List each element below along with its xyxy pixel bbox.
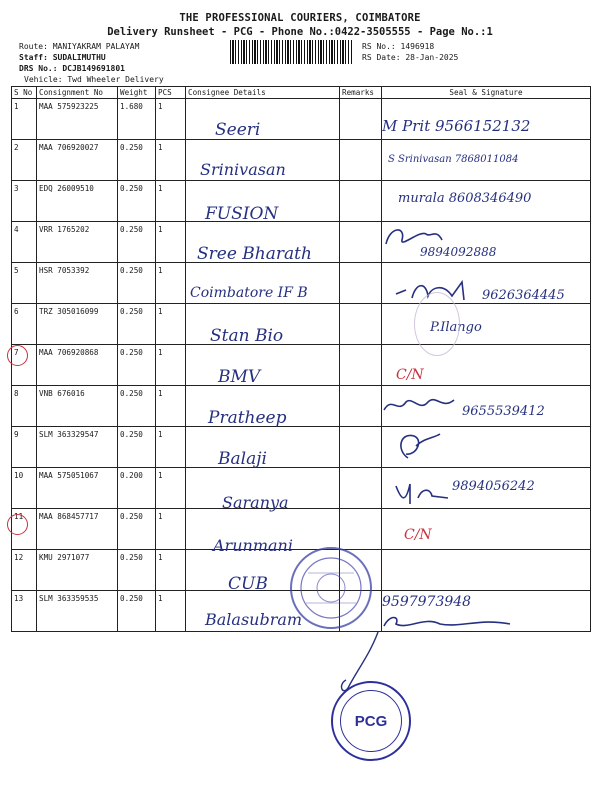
consignee-hand-6: Stan Bio — [210, 326, 284, 346]
consignment-cell: EDQ 26009510 — [37, 181, 118, 222]
company-name: THE PROFESSIONAL COURIERS, COIMBATORE — [179, 12, 421, 24]
consignee-cell — [186, 99, 340, 140]
signature-scribble-10 — [392, 478, 462, 512]
pcs-cell: 1 — [156, 386, 186, 427]
weight-cell: 0.250 — [118, 550, 156, 591]
weight-cell: 0.250 — [118, 140, 156, 181]
signature-cell — [382, 550, 591, 591]
remarks-cell — [340, 181, 382, 222]
col-pcs: PCS — [156, 87, 186, 99]
weight-cell: 0.250 — [118, 591, 156, 632]
signature-hand-6: P.Ilango — [430, 320, 482, 335]
signature-scribble-8 — [380, 392, 470, 422]
col-consignment: Consignment No — [37, 87, 118, 99]
sno-cell: 4 — [12, 222, 37, 263]
table-row — [12, 345, 591, 386]
remarks-cell — [340, 304, 382, 345]
weight-cell: 0.250 — [118, 386, 156, 427]
remarks-cell — [340, 140, 382, 181]
table-row — [12, 304, 591, 345]
consignment-cell: MAA 868457717 — [37, 509, 118, 550]
pcs-cell: 1 — [156, 468, 186, 509]
signature-hand-5: 9626364445 — [482, 288, 565, 303]
pcs-cell: 1 — [156, 99, 186, 140]
sno-cell: 7 — [12, 345, 37, 386]
signature-hand-10: 9894056242 — [452, 479, 535, 494]
pcs-cell: 1 — [156, 427, 186, 468]
consignee-hand-13: Balasubram — [205, 610, 303, 629]
consignee-hand-9: Balaji — [218, 449, 267, 469]
sno-cell: 8 — [12, 386, 37, 427]
consignment-cell: VNB 676016 — [37, 386, 118, 427]
pcg-stamp-label: PCG — [340, 690, 402, 752]
consignee-hand-7: BMV — [218, 367, 261, 387]
consignment-cell: VRR 1765202 — [37, 222, 118, 263]
consignment-cell: SLM 363329547 — [37, 427, 118, 468]
barcode — [230, 40, 352, 64]
sno-cell: 12 — [12, 550, 37, 591]
table-row — [12, 427, 591, 468]
remarks-cell — [340, 386, 382, 427]
sno-cell: 6 — [12, 304, 37, 345]
signature-hand-8: 9655539412 — [462, 404, 545, 419]
remarks-cell — [340, 263, 382, 304]
rs-number: RS No.: 1496918 — [362, 42, 435, 51]
pcs-cell: 1 — [156, 222, 186, 263]
remarks-cell — [340, 222, 382, 263]
company-seal — [288, 545, 374, 631]
sno-cell: 3 — [12, 181, 37, 222]
signature-hand-2: S Srinivasan 7868011084 — [388, 154, 519, 165]
col-sno: S No — [12, 87, 37, 99]
staff-label: Staff: SUDALIMUTHU — [19, 53, 106, 62]
sno-cell: 10 — [12, 468, 37, 509]
pcs-cell: 1 — [156, 591, 186, 632]
weight-cell: 0.250 — [118, 509, 156, 550]
signature-hand-1: M Prit 9566152132 — [382, 117, 531, 135]
consignee-hand-1: Seeri — [215, 120, 261, 140]
consignee-hand-12: CUB — [228, 574, 268, 594]
pcs-cell: 1 — [156, 509, 186, 550]
pcs-cell: 1 — [156, 140, 186, 181]
sno-cell: 2 — [12, 140, 37, 181]
weight-cell: 0.250 — [118, 427, 156, 468]
signature-scribble-13 — [380, 610, 530, 636]
consignment-cell: HSR 7053392 — [37, 263, 118, 304]
pcs-cell: 1 — [156, 181, 186, 222]
weight-cell: 1.680 — [118, 99, 156, 140]
weight-cell: 0.250 — [118, 304, 156, 345]
remarks-cell — [340, 468, 382, 509]
sno-cell: 9 — [12, 427, 37, 468]
consignee-hand-11: Arunmani — [213, 536, 293, 555]
sno-cell: 1 — [12, 99, 37, 140]
signature-hand-4: 9894092888 — [420, 245, 497, 259]
col-weight: Weight — [118, 87, 156, 99]
col-consignee: Consignee Details — [186, 87, 340, 99]
consignee-hand-4: Sree Bharath — [197, 244, 312, 264]
rs-date: RS Date: 28-Jan-2025 — [362, 53, 459, 62]
consignment-cell: MAA 706920027 — [37, 140, 118, 181]
route-label: Route: MANIYAKRAM PALAYAM — [19, 42, 140, 51]
drs-number: DRS No.: DCJB149691801 — [19, 64, 125, 73]
weight-cell: 0.250 — [118, 345, 156, 386]
pcs-cell: 1 — [156, 550, 186, 591]
sno-cell: 11 — [12, 509, 37, 550]
table-row — [12, 509, 591, 550]
pcg-stamp — [331, 681, 411, 761]
consignment-cell: MAA 575923225 — [37, 99, 118, 140]
consignee-hand-3: FUSION — [205, 204, 279, 224]
remarks-cell — [340, 99, 382, 140]
consignment-cell: MAA 706920868 — [37, 345, 118, 386]
pcs-cell: 1 — [156, 304, 186, 345]
signature-cell — [382, 304, 591, 345]
seal-stamp-faint — [414, 292, 460, 356]
signature-scribble-9 — [394, 428, 454, 466]
sno-cell: 5 — [12, 263, 37, 304]
signature-hand-3: murala 8608346490 — [398, 191, 532, 206]
weight-cell: 0.250 — [118, 263, 156, 304]
remarks-cell — [340, 427, 382, 468]
signature-hand-7: C/N — [396, 367, 424, 383]
weight-cell: 0.200 — [118, 468, 156, 509]
consignee-hand-5: Coimbatore IF B — [190, 285, 308, 301]
consignment-cell: KMU 2971077 — [37, 550, 118, 591]
consignment-cell: SLM 363359535 — [37, 591, 118, 632]
pcs-cell: 1 — [156, 345, 186, 386]
remarks-cell — [340, 509, 382, 550]
signature-hand-13: 9597973948 — [382, 594, 472, 610]
col-remarks: Remarks — [340, 87, 382, 99]
consignee-cell — [186, 345, 340, 386]
consignee-hand-10: Saranya — [222, 493, 289, 512]
col-signature: Seal & Signature — [382, 87, 591, 99]
consignee-hand-2: Srinivasan — [200, 160, 286, 179]
vehicle-label: Vehicle: Twd Wheeler Delivery — [24, 75, 164, 84]
pcs-cell: 1 — [156, 263, 186, 304]
highlight-circle-row-7 — [7, 345, 28, 366]
consignment-cell: MAA 575051067 — [37, 468, 118, 509]
weight-cell: 0.250 — [118, 222, 156, 263]
sno-cell: 13 — [12, 591, 37, 632]
signature-hand-11: C/N — [404, 527, 432, 543]
weight-cell: 0.250 — [118, 181, 156, 222]
signature-scribble-4 — [380, 220, 460, 260]
highlight-circle-row-11 — [7, 514, 28, 535]
remarks-cell — [340, 345, 382, 386]
runsheet-title: Delivery Runsheet - PCG - Phone No.:0422-3505555 - Page No.:1 — [107, 26, 493, 38]
consignee-hand-8: Pratheep — [208, 408, 287, 428]
table-header — [12, 87, 591, 99]
consignment-cell: TRZ 305016099 — [37, 304, 118, 345]
